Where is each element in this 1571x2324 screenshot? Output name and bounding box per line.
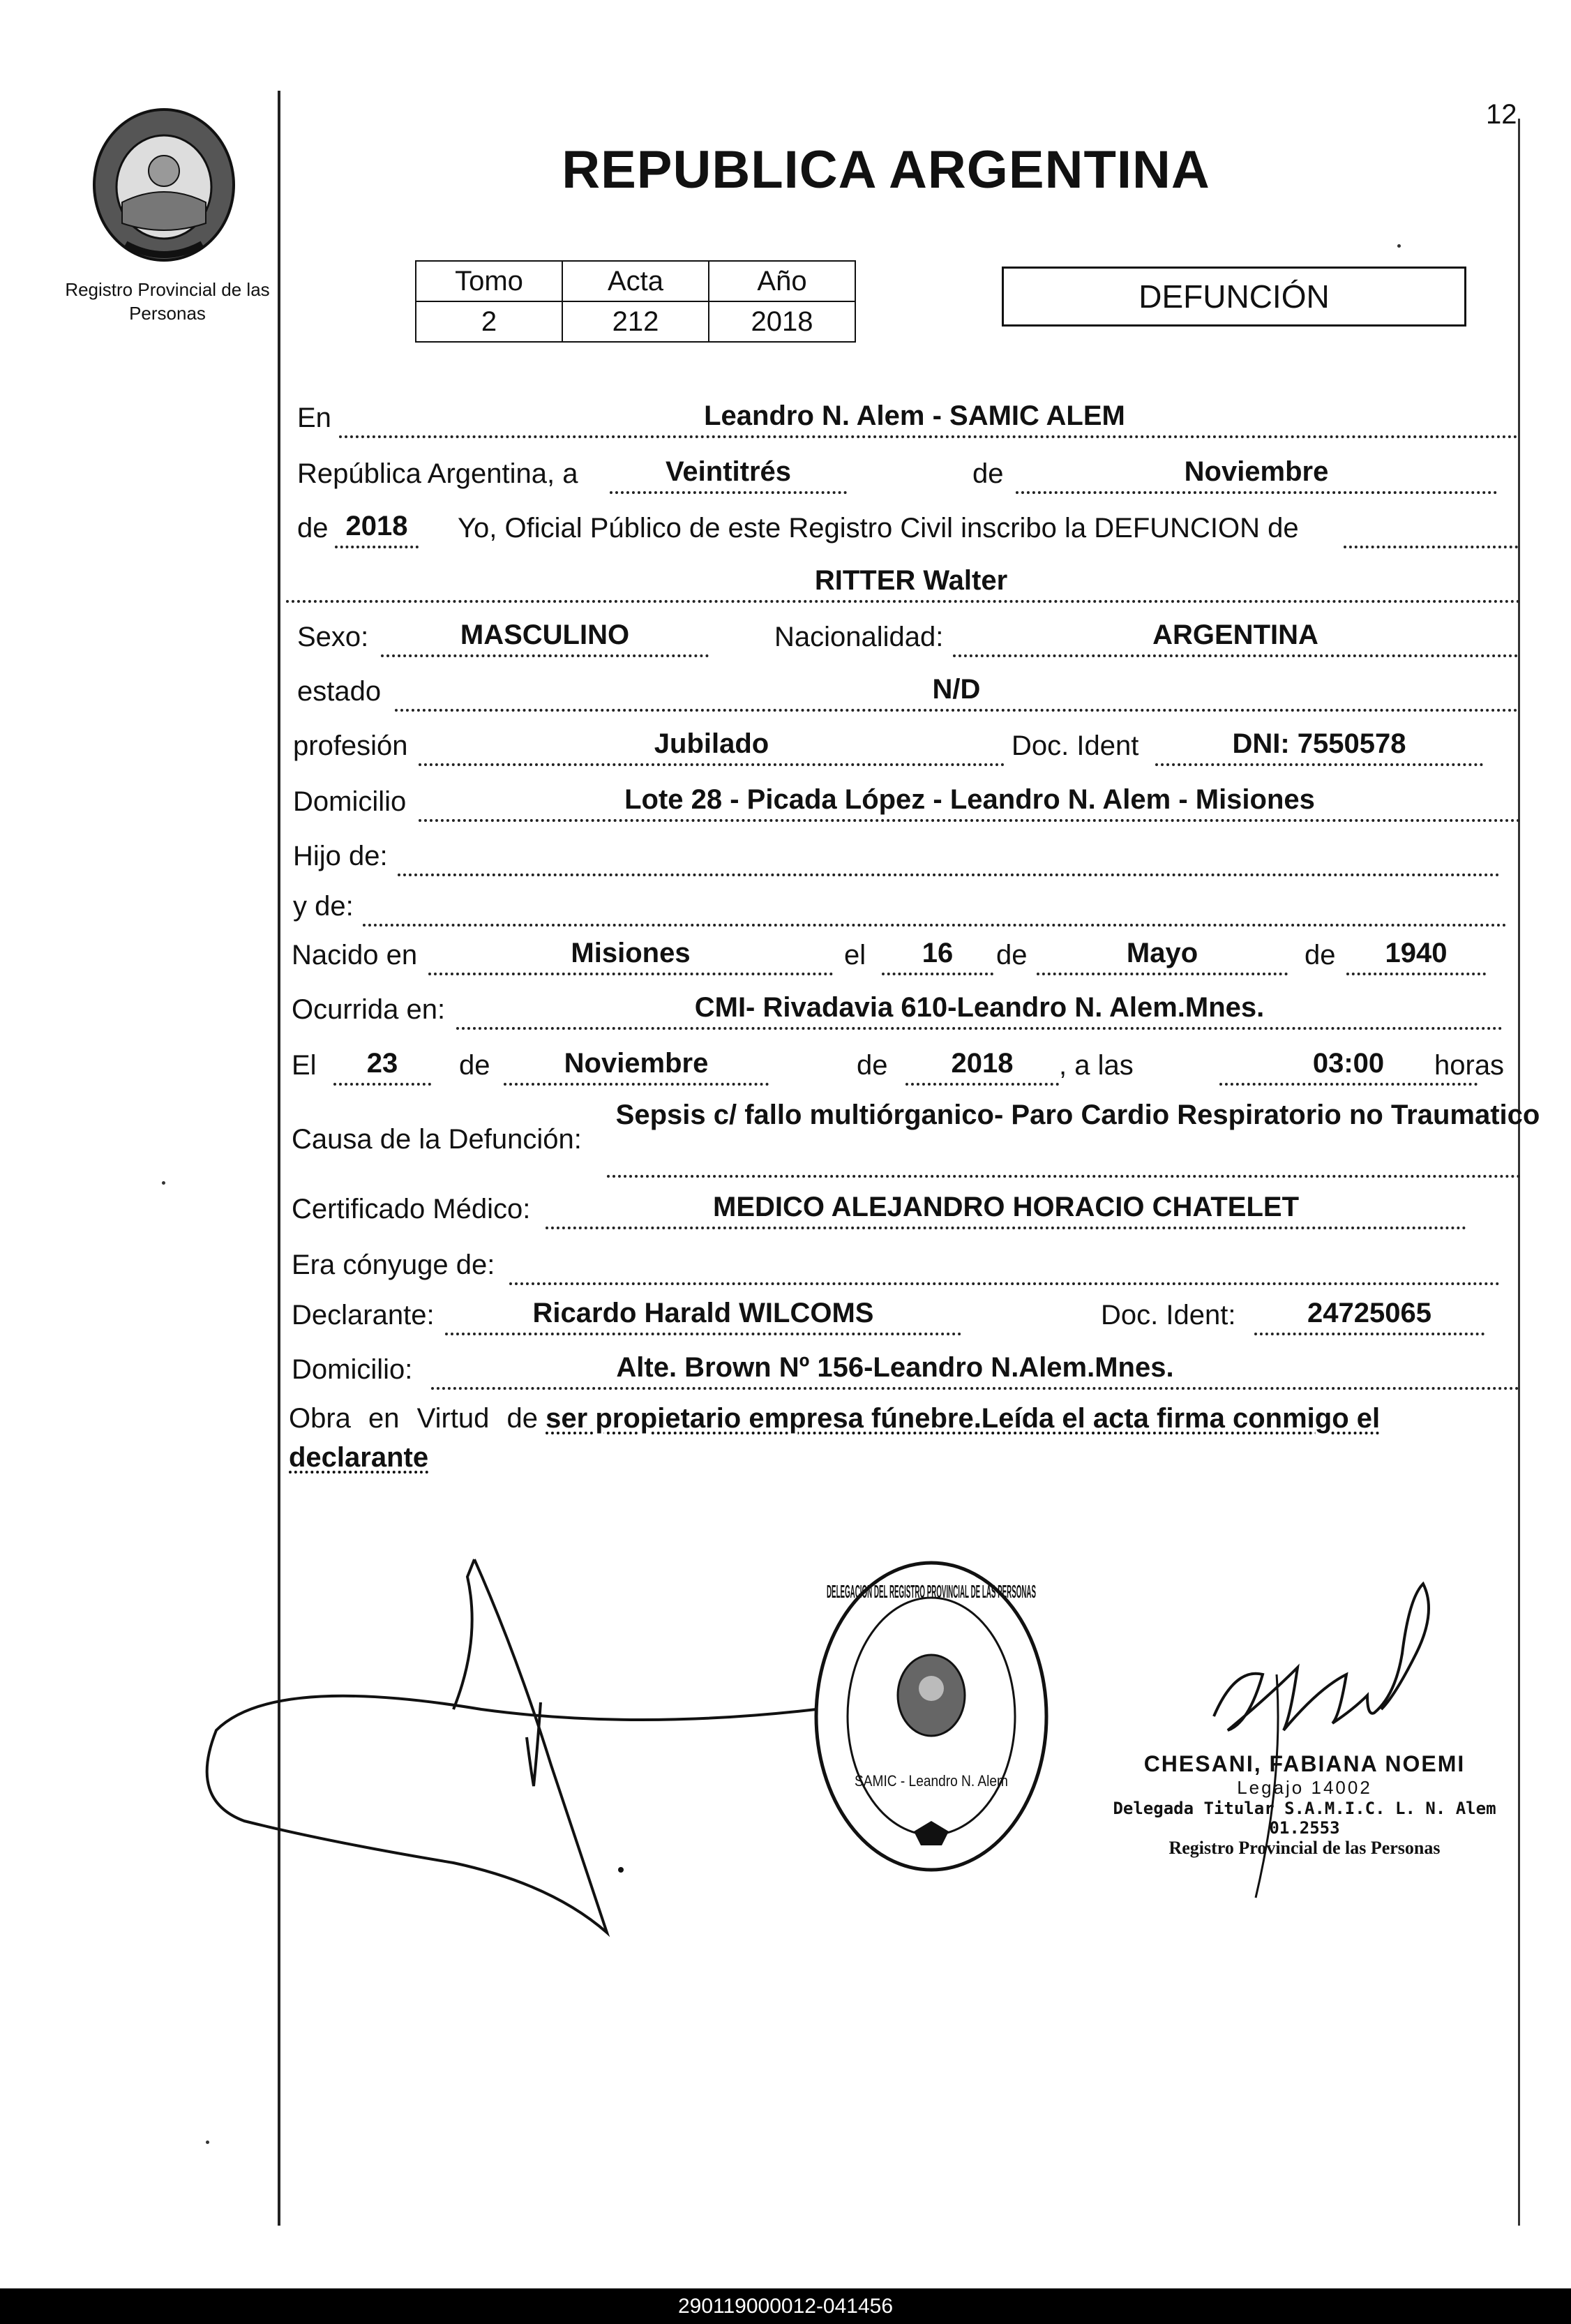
conyuge-label: Era cónyuge de: [292,1250,495,1280]
act-type-box: DEFUNCIÓN [1002,267,1466,327]
row-yde [293,886,1521,927]
el-label: el [844,940,866,970]
de-label: de [972,458,1004,489]
decl-doc-label: Doc. Ident: [1101,1300,1236,1330]
obra-value: ser propietario empresa fúnebre.Leída el acta firma conmigo el declarante [289,1403,1381,1473]
en-dots [339,435,1518,438]
birth-year-dots [1346,973,1486,975]
year-value: 2018 [345,511,408,541]
causa-value: Sepsis c/ fallo multiórganico- Paro Cardio Respiratorio no Traumatico [615,1100,1540,1130]
anio-value: 2018 [709,301,855,342]
yde-label: y de: [293,891,354,922]
birth-month-value: Mayo [1126,938,1198,968]
record-table-value-row [416,301,855,342]
death-year-value: 2018 [951,1048,1014,1079]
nacionalidad-label: Nacionalidad: [774,622,944,652]
row-fecha [297,453,1525,494]
hijo-label: Hijo de: [293,841,388,871]
death-de2-label: de [857,1050,888,1081]
en-value: Leandro N. Alem - SAMIC ALEM [704,400,1125,431]
republica-label: República Argentina, a [297,458,578,489]
birth-month-dots [1037,973,1288,975]
provincia-crest-icon [84,105,244,265]
sexo-label: Sexo: [297,622,369,652]
birth-de2-label: de [1305,940,1336,970]
decl-domicilio-dots [431,1387,1519,1390]
death-de1-label: de [459,1050,490,1081]
ocurrida-dots [456,1027,1503,1030]
row-ocurrida [292,989,1519,1030]
ocurrida-label: Ocurrida en: [292,994,446,1025]
causa-label: Causa de la Defunción: [292,1124,582,1155]
seal-text: DELEGACION DEL REGISTRO PROVINCIAL DE LAS PERSONAS [827,1581,1036,1602]
row-sexo [297,617,1525,657]
causa-dots [607,1175,1521,1178]
profesion-value: Jubilado [654,728,769,759]
declarante-label: Declarante: [292,1300,435,1330]
decl-domicilio-label: Domicilio: [292,1354,413,1385]
day-words-value: Veintitrés [665,456,792,487]
birth-de1-label: de [996,940,1028,970]
death-month-value: Noviembre [564,1048,709,1079]
death-day-dots [333,1083,431,1086]
official-legajo: Legajo 14002 [1237,1777,1372,1798]
doc-ident-dots [1155,763,1483,766]
official-role: Delegada Titular S.A.M.I.C. L. N. Alem 01.2553 [1113,1799,1496,1838]
anio-header: Año [709,261,855,301]
horas-label: horas [1434,1050,1505,1081]
deceased-name: RITTER Walter [814,565,1008,596]
hijo-dots [398,874,1500,876]
row-inscribo [297,508,1525,548]
el2-label: El [292,1050,317,1081]
domicilio-dots [419,819,1521,822]
tomo-header: Tomo [416,261,562,301]
row-fecha-defuncion [292,1045,1519,1086]
official-name: CHESANI, FABIANA NOEMI [1143,1751,1466,1776]
row-hijo [293,836,1521,876]
yde-dots [363,924,1507,927]
record-table-header-row [416,261,855,301]
domicilio-value: Lote 28 - Picada López - Leandro N. Alem - Misiones [624,784,1315,815]
conyuge-dots [509,1282,1500,1285]
row-certificado [292,1189,1519,1229]
year-dots [335,546,419,548]
row-conyuge [292,1245,1519,1285]
death-year-dots [905,1083,1059,1086]
nacionalidad-value: ARGENTINA [1152,620,1318,650]
doc-ident-label: Doc. Ident [1012,730,1139,761]
registry-label: Registro Provincial de las Personas [65,279,270,324]
day-dots [610,491,847,494]
certificado-label: Certificado Médico: [292,1194,531,1224]
row-declarante [292,1295,1519,1335]
death-day-value: 23 [366,1048,398,1079]
sexo-value: MASCULINO [460,620,630,650]
declarante-dots [445,1333,961,1335]
year-prefix-label: de [297,513,329,543]
ocurrida-value: CMI- Rivadavia 610-Leandro N. Alem.Mnes. [694,992,1265,1023]
row-causa [292,1119,626,1160]
obra-label: Obra en Virtud de [289,1403,539,1434]
row-nacido [292,935,1519,975]
certificado-value: MEDICO ALEJANDRO HORACIO CHATELET [713,1192,1299,1222]
birth-year-value: 1940 [1385,938,1448,968]
death-time-value: 03:00 [1312,1048,1385,1079]
inscribo-dots [1344,546,1518,548]
profesion-dots [419,763,1005,766]
decl-doc-value: 24725065 [1307,1298,1431,1328]
scan-speck [1397,244,1401,248]
seal-inner-text: SAMIC - Leandro N. Alem [855,1772,1008,1790]
obra-paragraph [289,1399,1524,1477]
row-domicilio [293,781,1521,822]
declarante-signature [188,1556,816,1947]
row-estado [297,671,1525,712]
record-table [415,260,856,343]
decl-doc-dots [1254,1333,1484,1335]
acta-header: Acta [562,261,709,301]
official-registry: Registro Provincial de las Personas [1168,1838,1441,1858]
nacionalidad-dots [953,654,1518,657]
alas-label: , a las [1059,1050,1134,1081]
month-dots [1016,491,1497,494]
estado-dots [395,709,1518,712]
tomo-value: 2 [416,301,562,342]
row-decl-domicilio [292,1349,1519,1390]
doc-ident-value: DNI: 7550578 [1232,728,1406,759]
scan-speck [162,1181,165,1185]
page-title: REPUBLICA ARGENTINA [562,140,1210,200]
profesion-label: profesión [293,730,408,761]
registry-seal [809,1556,1053,1877]
month-value: Noviembre [1184,456,1329,487]
estado-label: estado [297,676,382,707]
page-number: 12 [1486,99,1517,130]
en-label: En [297,403,331,433]
inscribo-text: Yo, Oficial Público de este Registro Civil inscribo la DEFUNCION de [458,513,1299,543]
row-en [297,398,1525,438]
scan-speck [206,2141,209,2144]
death-month-dots [504,1083,769,1086]
estado-value: N/D [932,674,981,705]
row-deceased-name [297,562,1525,603]
row-profesion [293,726,1521,766]
certificado-dots [546,1227,1466,1229]
decl-domicilio-value: Alte. Brown Nº 156-Leandro N.Alem.Mnes. [616,1352,1174,1383]
birth-day-dots [882,973,993,975]
nacido-label: Nacido en [292,940,418,970]
sexo-dots [381,654,709,657]
domicilio-label: Domicilio [293,786,407,817]
nacido-dots [428,973,833,975]
declarante-value: Ricardo Harald WILCOMS [532,1298,874,1328]
document-code-footer: 290119000012-041456 [0,2288,1571,2324]
name-separator-dots [286,600,1521,603]
birth-day-value: 16 [922,938,954,968]
official-signature-block [1074,1751,1535,1859]
nacido-value: Misiones [571,938,691,968]
acta-value: 212 [562,301,709,342]
